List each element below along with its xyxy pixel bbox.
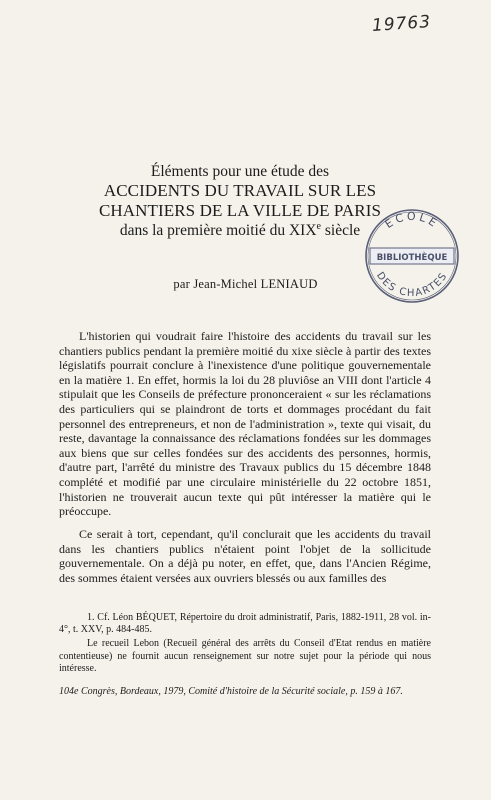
author-name: Jean-Michel LENIAUD xyxy=(193,277,318,291)
footnotes xyxy=(59,612,431,677)
paragraph-2 xyxy=(59,527,431,585)
paragraph-1 xyxy=(59,329,431,519)
title-line-1: Éléments pour une étude des xyxy=(150,163,330,180)
handwritten-number: 19763 xyxy=(371,11,432,37)
stamp-top-text: ÉCOLE xyxy=(382,209,442,232)
footnote-2: Le recueil Lebon (Recueil général des arrêts du Conseil d'Etat rendus en matière contentieuse) ne fournit aucun renseignement sur notre sujet pour la période qui nous intéresse. xyxy=(59,638,431,674)
stamp-bottom-text: DES CHARTES xyxy=(373,270,450,300)
title-line-4-text: dans la première moitié du XIX xyxy=(119,222,317,239)
paragraph-2-text: Ce serait à tort, cependant, qu'il conclurait que les accidents du travail dans les chantiers publics n'étaient point l'objet de la sollicitude gouvernementale. On a déjà pu noter, en effet, que, dans l'Ancien Régime, des sommes étaient versées aux ouvriers blessés ou aux familles des xyxy=(59,527,431,585)
paragraph-1-text: L'historien qui voudrait faire l'histoire des accidents du travail sur les chantiers publics pendant la première moitié du xixe siècle à partir des textes législatifs pourrait conclure à l'inexistence d'une politique gouvernementale en la matière 1. En effet, hormis la loi du 28 pluviôse an VIII dont l'article 4 stipulait que les Conseils de préfecture prononceraient « sur les réclamations des particuliers qui se plaindront de torts et dommages procédant du fait personnel des entrepreneurs, et non de l'administration », texte qui visait, du reste, davantage la connaissance des réclamations fondées sur les dommages aux biens que sur celles fondées sur des accidents des personnes, hormis, d'autre part, l'arrêté du ministre des Travaux publics du 15 décembre 1848 complété et modifié par une circulaire ministérielle du 22 octobre 1851, l'historien ne trouverait aucun texte qui pût intéresser la matière qui le préoccupe. xyxy=(59,329,431,519)
title-line-2: ACCIDENTS DU TRAVAIL SUR LES xyxy=(103,181,377,200)
title-line-4-end: siècle xyxy=(321,222,361,239)
stamp-middle-text: BIBLIOTHÈQUE xyxy=(376,253,448,263)
conference-reference: 104e Congrès, Bordeaux, 1979, Comité d'histoire de la Sécurité sociale, p. 159 à 167. xyxy=(59,686,403,697)
author-prefix: par xyxy=(173,277,190,291)
author-line xyxy=(0,277,491,292)
svg-text:ÉCOLE xyxy=(383,210,442,231)
title-line-3: CHANTIERS DE LA VILLE DE PARIS xyxy=(98,201,382,220)
title-line-4-sup: e xyxy=(316,220,321,232)
footnote-1: 1. Cf. Léon BÉQUET, Répertoire du droit administratif, Paris, 1882-1911, 28 vol. in-4°, t. XXV, p. 484-485. xyxy=(59,612,431,636)
